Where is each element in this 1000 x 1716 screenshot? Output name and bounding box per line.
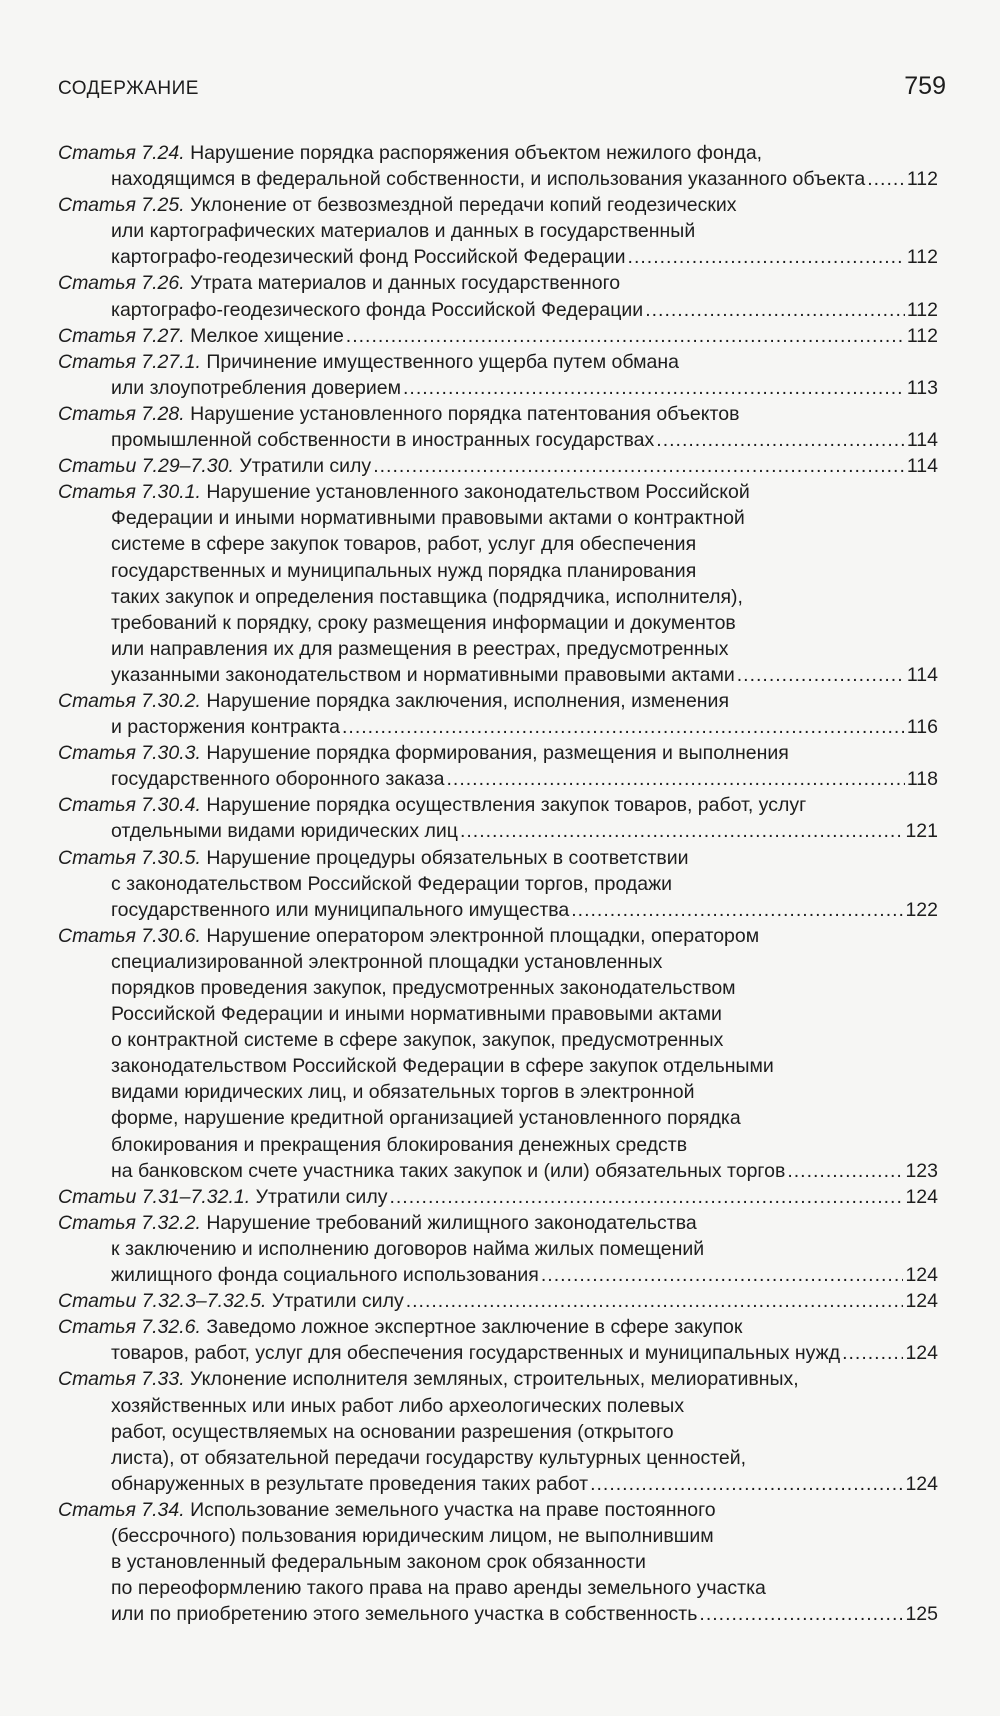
toc-page-number: 112	[906, 324, 938, 347]
page-number: 759	[904, 72, 946, 100]
article-title-line: товаров, работ, услуг для обеспечения государственных и муниципальных нужд	[111, 1342, 841, 1365]
toc-page-number: 113	[906, 376, 938, 399]
toc-entry-line	[58, 740, 938, 766]
article-title-line: Нарушение процедуры обязательных в соответствии	[206, 846, 689, 869]
toc-entry-line	[58, 766, 938, 792]
article-title-line: отдельными видами юридических лиц	[111, 820, 458, 843]
toc-entry	[58, 688, 938, 740]
toc-entry-line	[58, 949, 938, 975]
article-number: Статья 7.25.	[58, 194, 185, 217]
toc-entry-line	[58, 218, 938, 244]
article-title-line: или злоупотребления доверием	[111, 376, 402, 399]
toc-entry-line	[58, 1053, 938, 1079]
toc-entry	[58, 1184, 938, 1210]
toc-entry	[58, 1210, 938, 1288]
article-title-line: специализированной электронной площадки установленных	[111, 950, 663, 973]
toc-entry-line	[58, 1105, 938, 1131]
article-title-line: к заключению и исполнению договоров найма жилых помещений	[111, 1237, 705, 1260]
toc-page-number: 124	[905, 1342, 938, 1365]
article-title-line: промышленной собственности в иностранных государствах	[111, 429, 655, 452]
article-title-line: требований к порядку, сроку размещения информации и документов	[111, 611, 736, 634]
article-title-line: указанными законодательством и нормативными правовыми актами	[111, 663, 735, 686]
article-title-line: блокирования и прекращения блокирования денежных средств	[111, 1133, 688, 1156]
toc-page-number: 124	[905, 1290, 938, 1313]
article-number: Статья 7.30.3.	[58, 742, 201, 765]
toc-entry-line	[58, 897, 938, 923]
article-title-line: Причинение имущественного ущерба путем обмана	[206, 350, 680, 373]
toc-entry-line	[58, 923, 938, 949]
toc-page-number: 112	[906, 246, 938, 269]
article-title-line: государственного или муниципального имущества	[111, 898, 570, 921]
toc-entry-line	[58, 375, 938, 401]
article-title-line: таких закупок и определения поставщика (подрядчика, исполнителя),	[111, 585, 743, 608]
article-number: Статья 7.32.6.	[58, 1316, 201, 1339]
table-of-contents	[58, 140, 938, 1627]
article-number: Статья 7.33.	[58, 1368, 185, 1391]
toc-page-number: 121	[905, 820, 938, 843]
toc-entry-line	[58, 871, 938, 897]
toc-entry	[58, 140, 938, 192]
toc-entry	[58, 845, 938, 923]
article-number: Статья 7.34.	[58, 1498, 185, 1521]
article-title-line: Нарушение порядка распоряжения объектом нежилого фонда,	[190, 142, 763, 164]
toc-entry-line	[58, 714, 938, 740]
toc-page-number: 124	[905, 1264, 938, 1287]
article-number: Статья 7.27.	[58, 324, 185, 347]
toc-entry	[58, 1288, 938, 1314]
article-title-line: Нарушение установленного законодательством Российской	[206, 481, 750, 504]
article-title-line: или направления их для размещения в реестрах, предусмотренных	[111, 637, 729, 660]
toc-entry-line	[58, 1340, 938, 1366]
article-title-line: законодательством Российской Федерации в сфере закупок отдельными	[111, 1055, 774, 1078]
toc-page-number: 118	[906, 768, 938, 791]
article-title-line: Уклонение от безвозмездной передачи копий геодезических	[190, 194, 737, 217]
toc-entry-line	[58, 1471, 938, 1497]
article-title-line: форме, нарушение кредитной организацией установленного порядка	[111, 1107, 741, 1130]
toc-entry-line	[58, 505, 938, 531]
toc-entry-line	[58, 1079, 938, 1105]
toc-page-number: 114	[906, 429, 938, 452]
article-title-line: хозяйственных или иных работ либо археологических полевых	[111, 1394, 685, 1417]
dot-leader	[346, 323, 905, 349]
article-number: Статья 7.30.5.	[58, 846, 201, 869]
article-number: Статья 7.30.6.	[58, 924, 201, 947]
article-title-line: Уклонение исполнителя земляных, строительных, мелиоративных,	[190, 1368, 799, 1391]
article-number: Статья 7.26.	[58, 272, 185, 295]
dot-leader	[389, 1184, 903, 1210]
toc-entry-line	[58, 1445, 938, 1471]
toc-entry-line	[58, 270, 938, 296]
article-title-line: на банковском счете участника таких закупок и (или) обязательных торгов	[111, 1159, 786, 1182]
article-title-line: с законодательством Российской Федерации торгов, продажи	[111, 872, 673, 895]
toc-entry-line	[58, 1419, 938, 1445]
toc-entry-line	[58, 975, 938, 1001]
dot-leader	[867, 166, 905, 192]
article-title-line: Мелкое хищение	[190, 324, 344, 347]
toc-entry	[58, 479, 938, 688]
toc-entry-line	[58, 688, 938, 714]
article-title-line: системе в сфере закупок товаров, работ, услуг для обеспечения	[111, 533, 697, 556]
article-title-line: Нарушение оператором электронной площадки, оператором	[206, 924, 760, 947]
dot-leader	[373, 453, 905, 479]
toc-entry	[58, 323, 938, 349]
article-title-line: находящимся в федеральной собственности, и использования указанного объекта	[111, 168, 866, 191]
toc-entry-line	[58, 845, 938, 871]
toc-page-number: 112	[906, 298, 938, 321]
toc-entry-line	[58, 636, 938, 662]
article-title-line: работ, осуществляемых на основании разрешения (открытого	[111, 1420, 674, 1443]
toc-entry-line	[58, 1366, 938, 1392]
toc-entry-line	[58, 1184, 938, 1210]
toc-entry-line	[58, 1393, 938, 1419]
article-number: Статьи 7.32.3–7.32.5.	[58, 1290, 267, 1313]
article-number: Статья 7.30.2.	[58, 689, 201, 712]
dot-leader	[842, 1340, 903, 1366]
toc-entry-line	[58, 427, 938, 453]
article-number: Статьи 7.29–7.30.	[58, 455, 234, 478]
dot-leader	[656, 427, 905, 453]
article-title-line: или картографических материалов и данных в государственный	[111, 220, 696, 243]
toc-entry	[58, 740, 938, 792]
article-title-line: Использование земельного участка на праве постоянного	[190, 1498, 716, 1521]
toc-entry	[58, 1314, 938, 1366]
toc-entry-line	[58, 662, 938, 688]
article-title-line: Нарушение порядка формирования, размещения и выполнения	[206, 742, 789, 765]
toc-page-number: 124	[905, 1185, 938, 1208]
toc-entry-line	[58, 1001, 938, 1027]
toc-page-number: 114	[906, 663, 938, 686]
toc-entry-line	[58, 140, 938, 166]
article-title-line: Утрата материалов и данных государственного	[190, 272, 621, 295]
article-title-line: Утратили силу	[239, 455, 372, 478]
article-title-line: Утратили силу	[255, 1185, 388, 1208]
toc-entry	[58, 1497, 938, 1627]
toc-entry-line	[58, 1549, 938, 1575]
toc-entry-line	[58, 531, 938, 557]
article-title-line: Российской Федерации и иными нормативными правовыми актами	[111, 1003, 722, 1026]
article-title-line: государственного оборонного заказа	[111, 768, 445, 791]
article-title-line: Утратили силу	[271, 1290, 404, 1313]
toc-entry	[58, 453, 938, 479]
toc-entry-line	[58, 401, 938, 427]
toc-entry-line	[58, 1158, 938, 1184]
article-title-line: Нарушение порядка осуществления закупок товаров, работ, услуг	[206, 794, 807, 817]
toc-page-number: 112	[906, 168, 938, 191]
toc-entry	[58, 270, 938, 322]
toc-entry-line	[58, 297, 938, 323]
article-title-line: и расторжения контракта	[111, 716, 340, 739]
toc-entry-line	[58, 1262, 938, 1288]
toc-entry-line	[58, 349, 938, 375]
article-number: Статья 7.32.2.	[58, 1211, 201, 1234]
toc-entry-line	[58, 1288, 938, 1314]
section-title: СОДЕРЖАНИЕ	[58, 78, 199, 99]
toc-entry-line	[58, 1027, 938, 1053]
dot-leader	[699, 1601, 903, 1627]
dot-leader	[628, 244, 905, 270]
toc-entry-line	[58, 1210, 938, 1236]
article-title-line: Нарушение установленного порядка патентования объектов	[190, 402, 740, 425]
toc-entry-line	[58, 1497, 938, 1523]
article-title-line: Нарушение порядка заключения, исполнения, изменения	[206, 689, 730, 712]
article-number: Статья 7.30.1.	[58, 481, 201, 504]
toc-entry-line	[58, 818, 938, 844]
article-number: Статьи 7.31–7.32.1.	[58, 1185, 251, 1208]
toc-entry-line	[58, 192, 938, 218]
article-title-line: о контрактной системе в сфере закупок, закупок, предусмотренных	[111, 1029, 724, 1052]
toc-entry	[58, 401, 938, 453]
toc-entry-line	[58, 1236, 938, 1262]
dot-leader	[590, 1471, 903, 1497]
article-title-line: обнаруженных в результате проведения таких работ	[111, 1472, 589, 1495]
article-title-line: государственных и муниципальных нужд порядка планирования	[111, 559, 697, 582]
toc-entry-line	[58, 1601, 938, 1627]
toc-entry	[58, 349, 938, 401]
dot-leader	[342, 714, 905, 740]
toc-entry-line	[58, 792, 938, 818]
article-title-line: видами юридических лиц, и обязательных торгов в электронной	[111, 1081, 695, 1104]
toc-entry-line	[58, 479, 938, 505]
toc-page-number: 116	[906, 716, 938, 739]
article-number: Статья 7.24.	[58, 142, 185, 164]
dot-leader	[460, 818, 904, 844]
toc-entry-line	[58, 323, 938, 349]
toc-entry-line	[58, 1314, 938, 1340]
dot-leader	[541, 1262, 904, 1288]
article-title-line: Федерации и иными нормативными правовыми актами о контрактной	[111, 507, 745, 530]
dot-leader	[737, 662, 905, 688]
dot-leader	[406, 1288, 904, 1314]
toc-entry-line	[58, 244, 938, 270]
toc-page-number: 122	[905, 898, 938, 921]
dot-leader	[403, 375, 905, 401]
article-title-line: Нарушение требований жилищного законодательства	[206, 1211, 697, 1234]
article-title-line: порядков проведения закупок, предусмотренных законодательством	[111, 977, 736, 999]
article-title-line: картографо-геодезического фонда Российской Федерации	[111, 298, 644, 321]
dot-leader	[446, 766, 904, 792]
toc-page-number: 124	[905, 1472, 938, 1495]
dot-leader	[787, 1158, 903, 1184]
article-number: Статья 7.30.4.	[58, 794, 201, 817]
article-title-line: (бессрочного) пользования юридическим лицом, не выполнившим	[111, 1524, 714, 1547]
dot-leader	[645, 297, 905, 323]
toc-entry-line	[58, 453, 938, 479]
toc-entry-line	[58, 1132, 938, 1158]
toc-entry-line	[58, 1523, 938, 1549]
toc-entry	[58, 1366, 938, 1496]
toc-entry	[58, 792, 938, 844]
article-title-line: в установленный федеральным законом срок обязанности	[111, 1551, 646, 1574]
toc-entry	[58, 192, 938, 270]
toc-entry-line	[58, 558, 938, 584]
toc-entry	[58, 923, 938, 1184]
toc-entry-line	[58, 1575, 938, 1601]
toc-entry-line	[58, 610, 938, 636]
article-title-line: или по приобретению этого земельного участка в собственность	[111, 1603, 698, 1626]
article-title-line: Заведомо ложное экспертное заключение в сфере закупок	[206, 1316, 743, 1339]
toc-entry-line	[58, 584, 938, 610]
toc-page-number: 123	[905, 1159, 938, 1182]
article-title-line: жилищного фонда социального использования	[111, 1264, 539, 1287]
article-title-line: картографо-геодезический фонд Российской Федерации	[111, 246, 626, 269]
running-head	[58, 72, 946, 106]
toc-page-number: 114	[906, 455, 938, 478]
article-title-line: листа), от обязательной передачи государству культурных ценностей,	[111, 1446, 747, 1469]
toc-entry-line	[58, 166, 938, 192]
dot-leader	[571, 897, 903, 923]
toc-page-number: 125	[905, 1603, 938, 1626]
article-title-line: по переоформлению такого права на право аренды земельного участка	[111, 1577, 766, 1600]
article-number: Статья 7.28.	[58, 402, 185, 425]
article-number: Статья 7.27.1.	[58, 350, 201, 373]
